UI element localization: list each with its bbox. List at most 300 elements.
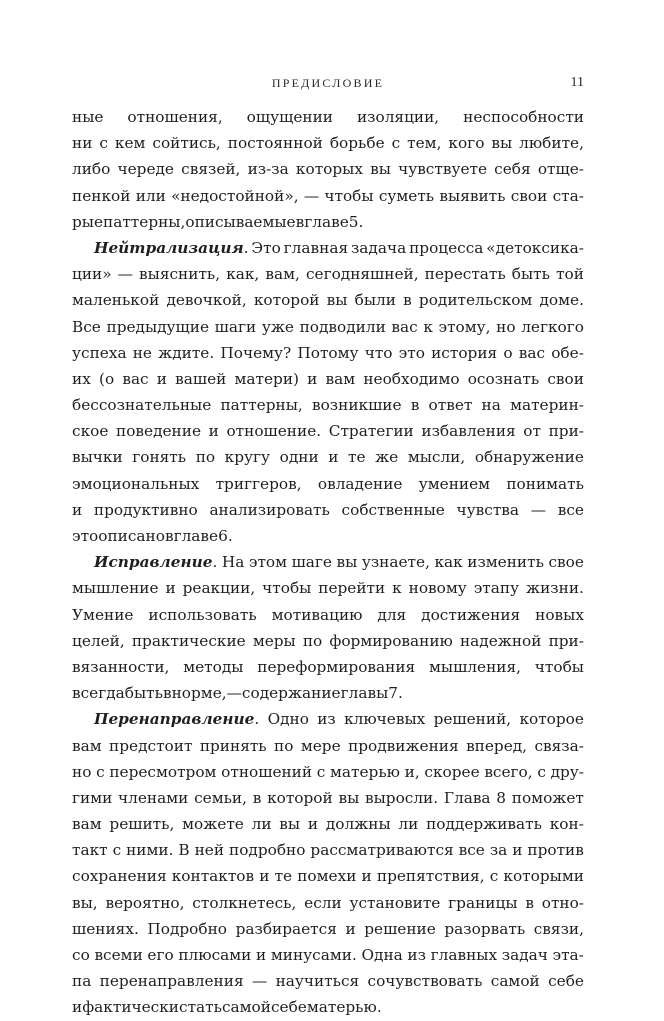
word: Глава — [443, 788, 491, 807]
word: Умение — [72, 605, 134, 624]
term-label: Перенаправление — [94, 710, 255, 729]
text-line — [72, 104, 584, 130]
word: тем, — [407, 134, 442, 153]
word: себе — [548, 972, 584, 991]
word: были — [354, 291, 396, 310]
word: которой — [253, 291, 320, 310]
word: этапу — [473, 579, 520, 598]
word: вашей — [175, 369, 227, 388]
word: свои — [547, 369, 584, 388]
word: со — [72, 946, 90, 964]
word: самой — [490, 972, 540, 991]
word: матери) — [234, 369, 300, 388]
word: в — [164, 527, 174, 545]
word: свое — [548, 553, 584, 572]
text-line — [72, 130, 584, 156]
word: 5. — [348, 212, 364, 231]
word: с — [391, 134, 401, 153]
word: поведение — [116, 422, 201, 441]
word: Это — [251, 238, 281, 257]
word: рые — [72, 212, 104, 231]
word: в — [403, 291, 412, 310]
chapter-title: ПРЕДИСЛОВИЕ — [271, 76, 385, 90]
word: избавления — [421, 422, 516, 441]
word: ское — [72, 422, 109, 441]
word: «детоксика- — [486, 238, 584, 257]
word: вероятно, — [105, 893, 185, 912]
word: к — [423, 317, 433, 336]
word: Одна — [361, 946, 403, 964]
word: и — [208, 422, 219, 441]
word: связи, — [533, 919, 584, 938]
word: в — [162, 684, 172, 703]
word: отще- — [537, 160, 584, 179]
word: собственные — [341, 500, 445, 519]
word: всего, — [484, 762, 533, 781]
word: — — [530, 500, 547, 519]
word: чувства — [456, 500, 520, 519]
text-line — [72, 523, 584, 549]
word: из — [317, 710, 336, 729]
word: вязанности, — [72, 657, 170, 676]
text-line — [72, 706, 584, 732]
word: мышление — [72, 579, 159, 598]
word: с — [99, 134, 108, 153]
word: вы — [336, 553, 358, 572]
word: успеха — [72, 343, 127, 362]
term-heading: Перенаправление. — [94, 710, 260, 729]
word: те — [348, 448, 366, 467]
word: вас — [122, 369, 149, 388]
word: Все — [72, 317, 101, 336]
term-heading: Нейтрализация. — [94, 238, 249, 257]
word: и — [307, 815, 319, 834]
word: главе — [173, 527, 219, 545]
word: этом — [248, 553, 288, 572]
word: переформирования — [257, 657, 416, 676]
word: его — [147, 946, 174, 964]
word: использовать — [148, 605, 257, 624]
word: Потому — [297, 343, 359, 362]
text-line — [72, 549, 584, 575]
word: самой — [221, 998, 271, 1017]
term-heading: Исправление. — [94, 553, 218, 572]
word: же — [375, 448, 399, 467]
word: той — [556, 265, 584, 284]
word: но — [72, 762, 92, 781]
word: быть — [511, 265, 550, 284]
word: выросли. — [364, 788, 439, 807]
word: эта- — [552, 946, 584, 964]
word: с — [96, 762, 105, 781]
word: против — [527, 841, 584, 860]
word: можете — [182, 815, 244, 834]
word: вы, — [72, 893, 98, 912]
word: Почему? — [220, 343, 292, 362]
word: стать — [179, 998, 222, 1017]
word: не — [132, 343, 152, 362]
word: все — [458, 841, 485, 860]
word: — — [117, 265, 133, 284]
word: па — [72, 972, 92, 991]
word: на — [481, 396, 501, 415]
word: сегодняшней, — [305, 265, 419, 284]
term-label: Нейтрализация — [94, 238, 244, 257]
word: «недостойной», — [171, 186, 299, 205]
word: ные — [72, 108, 104, 126]
word: быть — [124, 684, 163, 703]
word: возникшие — [311, 396, 402, 415]
word: должны — [325, 815, 391, 834]
word: обе- — [551, 343, 584, 362]
word: — — [226, 684, 242, 703]
word: с — [537, 762, 546, 781]
word: решение — [364, 919, 436, 938]
word: предыдущие — [106, 317, 210, 336]
word: ции» — [72, 265, 112, 284]
word: необходимо — [363, 369, 460, 388]
word: изменить — [467, 553, 544, 572]
word: матерью — [330, 762, 400, 781]
word: разбирается — [235, 919, 337, 938]
word: вам — [325, 369, 356, 388]
text-line — [72, 235, 584, 261]
word: решений, — [433, 710, 512, 729]
word: вы — [338, 788, 360, 807]
text-line — [72, 183, 584, 209]
word: чувствуете — [398, 160, 488, 179]
word: мышления, — [429, 657, 521, 676]
text-line — [72, 418, 584, 444]
word: ли — [251, 815, 272, 834]
word: кон- — [549, 815, 584, 834]
word: доме. — [539, 291, 584, 310]
word: и — [165, 579, 176, 598]
text-line — [72, 340, 584, 366]
word: На — [221, 553, 245, 572]
word: сойтись, — [152, 134, 221, 153]
word: главы — [340, 684, 389, 703]
word: и — [256, 946, 267, 964]
text-line — [72, 785, 584, 811]
word: из — [407, 946, 426, 964]
word: содержание — [241, 684, 341, 703]
word: суметь — [378, 186, 435, 205]
text-line — [72, 733, 584, 759]
text-line — [72, 156, 584, 182]
word: Одно — [267, 710, 309, 729]
word: описано — [98, 527, 165, 545]
text-line — [72, 759, 584, 785]
word: себя — [494, 160, 531, 179]
body-text — [72, 104, 584, 1021]
word: всеми — [94, 946, 143, 964]
word: надежной — [459, 631, 542, 650]
word: гонять — [132, 448, 187, 467]
word: связей, — [181, 160, 241, 179]
word: ждите. — [158, 343, 215, 362]
text-line — [72, 287, 584, 313]
text-line — [72, 863, 584, 889]
word: понимать — [506, 474, 584, 493]
word: и — [259, 867, 270, 886]
word: сочувствовать — [367, 972, 483, 991]
word: как — [434, 553, 463, 572]
word: перенаправления — [99, 972, 244, 991]
word: этому, — [438, 317, 491, 336]
text-line — [72, 366, 584, 392]
word: вам — [72, 815, 102, 834]
word: описываемые — [185, 212, 296, 231]
word: задач — [501, 946, 548, 964]
word: вам — [72, 736, 102, 755]
word: и — [361, 867, 372, 886]
word: вы — [326, 291, 348, 310]
word: или — [135, 186, 166, 205]
word: методы — [183, 657, 244, 676]
text-line — [72, 471, 584, 497]
word: научиться — [275, 972, 360, 991]
word: и — [512, 841, 523, 860]
word: и — [72, 500, 83, 519]
word: чтобы — [534, 657, 584, 676]
word: шаги — [214, 317, 257, 336]
word: постоянной — [227, 134, 323, 153]
word: достижения — [421, 605, 521, 624]
word: решить, — [109, 815, 175, 834]
word: новых — [535, 605, 584, 624]
word: эмоциональных — [72, 474, 200, 493]
word: чтобы — [262, 579, 312, 598]
word: семьи, — [194, 788, 247, 807]
text-line — [72, 392, 584, 418]
word: связа- — [534, 736, 584, 755]
word: в — [410, 396, 420, 415]
word: и — [72, 998, 83, 1017]
word: вперед, — [466, 736, 528, 755]
word: дру- — [550, 762, 584, 781]
word: рассматриваются — [310, 841, 454, 860]
word: их — [72, 369, 91, 388]
text-line — [72, 968, 584, 994]
word: (о — [98, 369, 115, 388]
word: ней — [194, 841, 225, 860]
word: если — [304, 893, 342, 912]
word: узнаете, — [361, 553, 430, 572]
word: с — [316, 762, 326, 781]
word: в — [295, 212, 305, 231]
word: ними. — [126, 841, 174, 860]
word: вы — [279, 815, 301, 834]
word: и — [156, 369, 167, 388]
word: для — [377, 605, 407, 624]
word: это — [72, 527, 99, 545]
word: минусами. — [270, 946, 357, 964]
word: овладение — [317, 474, 403, 493]
word: маленькой — [72, 291, 160, 310]
word: при- — [548, 422, 584, 441]
word: контактов — [171, 867, 255, 886]
word: ключевых — [344, 710, 426, 729]
word: норме, — [171, 684, 227, 703]
word: выяснить, — [139, 265, 221, 284]
word: гими — [72, 788, 113, 807]
word: установите — [349, 893, 441, 912]
text-line — [72, 916, 584, 942]
word: девочкой, — [166, 291, 247, 310]
word: и, — [404, 762, 420, 781]
word: матерью. — [306, 998, 382, 1017]
word: мотивацию — [271, 605, 363, 624]
word: столкнетесь, — [192, 893, 297, 912]
word: при- — [548, 631, 584, 650]
page-number: 11 — [570, 75, 584, 90]
word: все — [557, 500, 584, 519]
word: свои — [510, 186, 548, 205]
word: сохранения — [72, 867, 167, 886]
word: продвижения — [348, 736, 459, 755]
word: которой — [267, 788, 333, 807]
word: одни — [279, 448, 319, 467]
word: за — [489, 841, 508, 860]
text-line — [72, 942, 584, 968]
word: бессознательные — [72, 396, 212, 415]
word: история — [431, 343, 498, 362]
word: уже — [261, 317, 294, 336]
word: подводили — [299, 317, 386, 336]
word: главных — [430, 946, 498, 964]
word: — — [303, 186, 320, 205]
word: материн- — [510, 396, 584, 415]
word: мысли, — [407, 448, 466, 467]
word: вы — [370, 160, 391, 179]
text-line — [72, 680, 584, 706]
word: меры — [252, 631, 296, 650]
word: формированию — [329, 631, 453, 650]
word: обнаружение — [474, 448, 584, 467]
word: всегда — [72, 684, 125, 703]
word: шениях. — [72, 919, 139, 938]
word: ли — [398, 815, 419, 834]
word: это — [398, 343, 425, 362]
word: мере — [300, 736, 341, 755]
text-line — [72, 444, 584, 470]
word: по — [195, 448, 216, 467]
word: с — [112, 841, 122, 860]
word: новому — [408, 579, 467, 598]
word: вам, — [265, 265, 300, 284]
text-line — [72, 890, 584, 916]
word: отно- — [541, 893, 584, 912]
text-line — [72, 261, 584, 287]
word: перейти — [318, 579, 386, 598]
word: границы — [448, 893, 518, 912]
word: ощущении — [246, 108, 333, 126]
word: реакции, — [182, 579, 256, 598]
word: такт — [72, 841, 108, 860]
text-line — [72, 209, 584, 235]
word: отношение. — [226, 422, 322, 441]
word: В — [178, 841, 190, 860]
word: вас — [518, 343, 546, 362]
word: подробно — [229, 841, 306, 860]
word: поддерживать — [426, 815, 542, 834]
word: ни — [72, 134, 93, 153]
word: отношений — [221, 762, 313, 781]
word: неспособности — [463, 108, 584, 126]
word: вы — [491, 134, 513, 153]
word: в — [252, 788, 262, 807]
word: фактически — [82, 998, 180, 1017]
word: что — [364, 343, 393, 362]
text-line — [72, 602, 584, 628]
word: триггеров, — [215, 474, 302, 493]
text-line — [72, 314, 584, 340]
word: предстоит — [109, 736, 193, 755]
word: паттерны, — [103, 212, 186, 231]
word: продуктивно — [93, 500, 198, 519]
word: анализировать — [209, 500, 330, 519]
word: которых — [295, 160, 363, 179]
running-head — [72, 76, 584, 96]
word: поможет — [511, 788, 584, 807]
word: любите, — [519, 134, 584, 153]
text-line — [72, 994, 584, 1020]
word: в — [525, 893, 534, 912]
word: кем — [114, 134, 146, 153]
text-line — [72, 628, 584, 654]
word: выявить — [439, 186, 506, 205]
word: родительском — [418, 291, 533, 310]
word: разорвать — [444, 919, 526, 938]
word: практические — [131, 631, 246, 650]
word: вас — [391, 317, 418, 336]
word: из-за — [247, 160, 289, 179]
word: принять — [199, 736, 267, 755]
word: помехи — [297, 867, 357, 886]
word: кого — [448, 134, 485, 153]
text-line — [72, 497, 584, 523]
word: и — [328, 448, 339, 467]
word: отношения, — [127, 108, 223, 126]
word: которыми — [503, 867, 584, 886]
word: пенкой — [72, 186, 131, 205]
word: те — [274, 867, 293, 886]
word: и — [345, 919, 356, 938]
term-label: Исправление — [94, 553, 213, 572]
word: Подробно — [147, 919, 227, 938]
word: паттерны, — [220, 396, 303, 415]
text-line — [72, 811, 584, 837]
word: как, — [226, 265, 260, 284]
word: — — [251, 972, 268, 991]
word: по — [274, 736, 294, 755]
word: 6. — [218, 527, 233, 545]
word: плюсами — [178, 946, 252, 964]
word: ответ — [428, 396, 473, 415]
word: которое — [519, 710, 584, 729]
word: к — [392, 579, 402, 598]
text-line — [72, 837, 584, 863]
word: себе — [270, 998, 307, 1017]
word: вычки — [72, 448, 123, 467]
word: борьбе — [329, 134, 385, 153]
word: легкого — [521, 317, 584, 336]
text-line — [72, 575, 584, 601]
word: кругу — [224, 448, 271, 467]
word: жизни. — [526, 579, 584, 598]
word: главе — [304, 212, 349, 231]
